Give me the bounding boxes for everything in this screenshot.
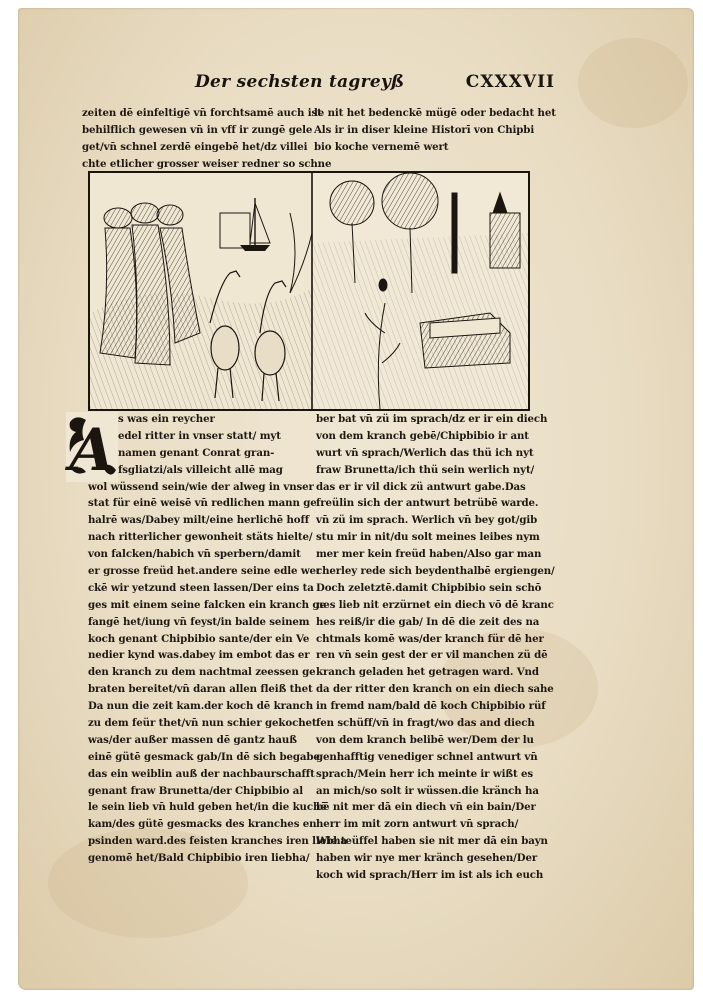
text-line: nach ritterlicher gewonheit stäts hielte/ — [88, 531, 313, 544]
text-line: genomē het/Bald Chipbibio iren liebha/ — [88, 852, 310, 865]
initial-letter: A — [69, 416, 115, 484]
text-line: ren vn̄ sein gest der er vil manchen zü dē — [316, 649, 548, 662]
text-line: nes lieb nit erzürnet ein diech vō dē kranc — [316, 598, 554, 611]
text-line: das er ir vil dick zü antwurt gabe.Das — [316, 480, 526, 493]
text-line: nedier kynd was.dabey im embot das er — [88, 649, 310, 662]
text-line: bē nit mer dā ein diech vn̄ ein bain/Der — [316, 801, 536, 814]
running-header — [195, 72, 555, 98]
top-right-column — [314, 105, 556, 156]
text-line: an mich/so solt ir wüssen.die kränch ha — [316, 784, 539, 797]
text-line: er grosse freüd het.andere seine edle wer — [88, 565, 322, 578]
text-line: vn̄ zü im sprach. Werlich vn̄ bey got/gib — [316, 514, 538, 527]
text-line: chtmals komē was/der kranch für dē her — [316, 632, 544, 645]
text-line: von falcken/habich vn̄ sperbern/damit — [88, 548, 301, 561]
text-line: da der ritter den kranch on ein diech sahe — [316, 683, 554, 696]
text-line: Als ir in diser kleine Historī von Chipbi — [314, 123, 535, 136]
text-line: Doch zeletztē.damit Chipbibio sein schō — [316, 581, 542, 594]
text-line: fsgliatzi/als villeicht allē mag — [118, 463, 283, 476]
text-line: sprach/Mein herr ich meinte ir wißt es — [316, 767, 534, 780]
text-line: kranch geladen het getragen ward. Vnd — [316, 666, 539, 679]
text-line: einē gütē gesmack gab/In dē sich begabe — [88, 750, 320, 763]
text-line: wurt vn̄ sprach/Werlich das thü ich nyt — [316, 446, 534, 459]
text-line: behilflich gewesen vn̄ in vff ir zungē gele — [82, 123, 313, 136]
text-line: den kranch zu dem nachtmal zeessen ge — [88, 666, 316, 679]
woodcut-illustration — [88, 171, 530, 411]
text-line: edel ritter in vnser statt/ myt — [118, 429, 281, 442]
text-line: le sein lieb vn̄ huld geben het/in die kuchē — [88, 801, 327, 814]
woodcut-scene — [90, 173, 528, 409]
text-line: bio koche vernemē wert — [314, 140, 449, 153]
text-line: hes reiß/ir die gab/ In dē die zeit des na — [316, 615, 540, 628]
text-line: herr im mit zorn antwurt vn̄ sprach/ — [316, 818, 519, 831]
text-line: le nit het bedenckē mügē oder bedacht het — [314, 107, 556, 119]
text-line: ber bat vn̄ zü im sprach/dz er ir ein diech — [316, 413, 548, 425]
left-column — [88, 411, 347, 867]
text-line: psinden ward.des feisten kranches iren liebha — [88, 835, 347, 848]
running-title: Der sechsten tagreyß — [195, 72, 405, 92]
right-column — [316, 411, 555, 884]
text-line: fraw Brunetta/ich thü sein werlich nyt/ — [316, 463, 535, 476]
folio-number: CXXXVII — [465, 72, 555, 92]
text-line: stat für einē weisē vn̄ redlichen mann ge — [88, 497, 317, 510]
text-line: zu dem feür thet/vn̄ nun schier gekochet — [88, 717, 317, 730]
text-line: stu mir in nit/du solt meines leibes nym — [316, 531, 540, 544]
text-line: ckē wir yetzund steen lassen/Der eins ta — [88, 581, 314, 594]
text-line: kam/des gütē gesmacks des kranches en — [88, 818, 317, 831]
text-line: koch genant Chipbibio sante/der ein Ve — [88, 632, 310, 645]
text-line: das ein weiblin auß der nachbaurschafft — [88, 767, 315, 780]
text-line: wol wüssend sein/wie der alweg in vnser — [88, 480, 314, 493]
text-line: haben wir nye mer kränch gesehen/Der — [316, 852, 538, 865]
text-line: genhafftig venediger schnel antwurt vn̄ — [316, 750, 538, 763]
text-line: fangē het/iung vn̄ feyst/in balde seinem — [88, 615, 310, 628]
text-line: Wie teüffel haben sie nit mer dā ein bayn — [316, 835, 548, 848]
text-line: braten bereitet/vn̄ daran allen fleiß thet — [88, 683, 313, 696]
paper-stain — [578, 38, 688, 128]
text-line: chte etlicher grosser weiser redner so schne — [82, 157, 332, 170]
text-line: namen genant Conrat gran- — [118, 446, 275, 459]
text-line: freülin sich der antwurt betrübē warde. — [316, 497, 539, 510]
text-line: cherley rede sich beydenthalbē ergiengen/ — [316, 565, 555, 578]
text-line: koch wid sprach/Herr im ist als ich euch — [316, 869, 544, 882]
text-line: s was ein reycher — [118, 413, 215, 425]
text-line: genant fraw Brunetta/der Chipbibio al — [88, 784, 304, 797]
text-line: get/vn̄ schnel zerdē eingebē het/dz villei — [82, 140, 308, 153]
text-line: von dem kranch gebē/Chipbibio ir ant — [316, 429, 529, 442]
text-line: Da nun die zeit kam.der koch dē kranch — [88, 700, 314, 713]
text-line: in fremd nam/bald dē koch Chipbibio rüf — [316, 700, 546, 713]
text-line: was/der außer massen dē gantz hauß — [88, 733, 297, 746]
top-left-column — [82, 105, 332, 173]
text-line: fen schüff/vn̄ in fragt/wo das and diech — [316, 717, 535, 730]
text-line: mer mer kein freüd haben/Also gar man — [316, 548, 542, 561]
text-line: von dem kranch belibē wer/Dem der lu — [316, 733, 534, 746]
text-line: halrē was/Dabey milt/eine herlichē hoff — [88, 514, 310, 527]
text-line: zeiten dē einfeltigē vn̄ forchtsamē auch ist — [82, 107, 322, 119]
text-line: ges mit einem seine falcken ein kranch ge — [88, 598, 326, 611]
